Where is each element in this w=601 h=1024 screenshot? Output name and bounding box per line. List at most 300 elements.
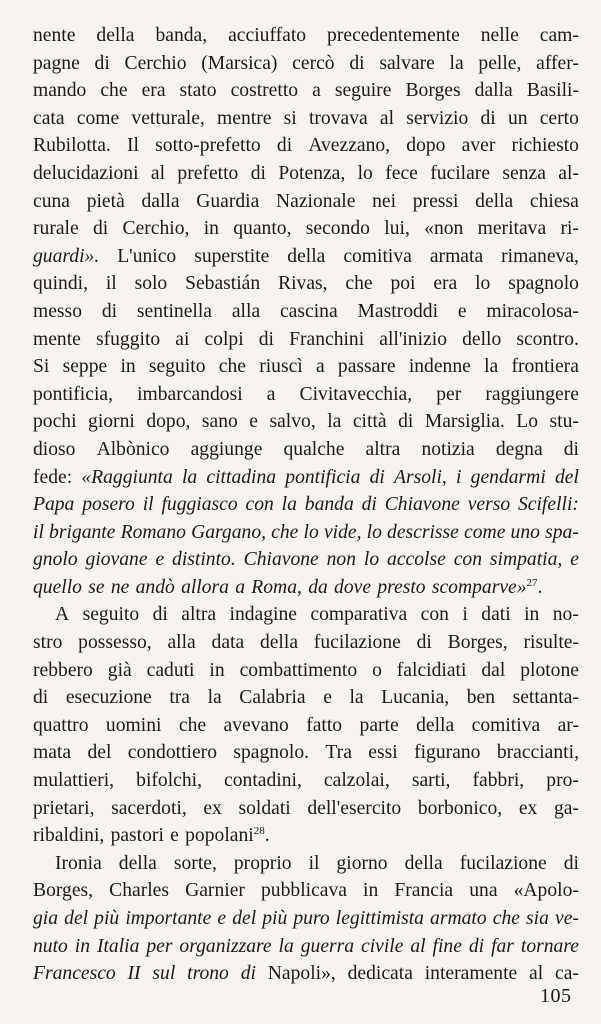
word: posero — [82, 494, 135, 516]
word: Borges, — [447, 632, 508, 654]
word: Borges — [405, 80, 461, 102]
footnote-ref: 27 — [526, 576, 538, 589]
word: cittadina — [206, 466, 277, 488]
word: «Apolo- — [513, 880, 579, 902]
word: puro — [293, 908, 330, 929]
word: di — [349, 52, 365, 74]
word: comitiva — [343, 245, 412, 267]
word: frontiera — [511, 356, 579, 378]
word: Chiavone — [384, 494, 460, 516]
word: falcidiati — [396, 659, 467, 681]
word: soldati — [238, 797, 291, 819]
word: pontificia, — [33, 383, 113, 405]
word: sentinella — [136, 300, 213, 322]
word: plotone — [520, 659, 579, 681]
word: giorno — [336, 852, 388, 874]
word: imbarcandosi — [137, 383, 243, 405]
word: stato — [179, 80, 217, 102]
word: la — [207, 687, 222, 709]
text-line — [33, 850, 579, 878]
word: esecuzione — [65, 687, 152, 709]
word: uomini — [105, 714, 162, 736]
word: Il — [127, 135, 139, 157]
word: rurale — [33, 218, 79, 240]
word: stro — [33, 632, 63, 654]
word: sacerdoti, — [111, 797, 187, 819]
word: delucidazioni — [33, 162, 139, 184]
word: legittimista — [335, 908, 424, 929]
word: Lucania, — [381, 687, 450, 709]
body-text — [33, 22, 579, 988]
word: e — [457, 300, 467, 322]
word: si — [283, 107, 297, 129]
text-line — [33, 326, 579, 354]
word: rebbero — [33, 659, 93, 681]
word: alla — [167, 632, 196, 654]
word: del — [554, 466, 579, 488]
word: vetturale, — [131, 107, 205, 129]
word: contadini, — [224, 770, 302, 792]
word: parte — [359, 714, 399, 736]
word: banda, — [155, 25, 208, 46]
word: ex — [518, 797, 538, 819]
word: in — [363, 880, 379, 902]
word: era — [141, 80, 166, 102]
word: mulattieri, — [33, 770, 115, 792]
word: spagnolo — [508, 273, 579, 295]
word: di — [258, 328, 274, 350]
word: già — [107, 659, 132, 681]
text-line — [33, 381, 579, 409]
text-line — [33, 574, 579, 602]
word: solo — [134, 273, 168, 295]
word: fine — [432, 935, 462, 957]
word: ribaldini, — [33, 825, 105, 847]
word: senza — [502, 162, 546, 184]
word: di — [276, 135, 293, 157]
word: dello — [462, 328, 502, 350]
word: superstite — [194, 245, 270, 267]
word: altra — [181, 604, 217, 626]
text-line — [33, 546, 579, 574]
word: proprio — [233, 852, 292, 874]
text-line — [33, 629, 579, 657]
word: Basili- — [526, 80, 579, 102]
word: di — [33, 687, 49, 709]
word: salvare — [379, 52, 435, 74]
word: andò — [135, 576, 175, 598]
word: ga- — [553, 797, 579, 819]
word: giorni — [88, 411, 135, 433]
text-line — [33, 105, 579, 133]
word: la — [349, 687, 364, 709]
word: Francesco — [33, 963, 116, 985]
word: seppe — [62, 356, 108, 378]
word: Tra — [325, 742, 352, 764]
word: della — [416, 714, 455, 736]
word: cam- — [539, 25, 579, 46]
word: indenne — [408, 356, 471, 378]
word: costretto — [230, 80, 299, 102]
word: e — [570, 549, 579, 571]
word: e — [249, 411, 258, 433]
word: di — [563, 438, 579, 460]
word: Chiavone — [243, 549, 319, 571]
word: meritava — [477, 218, 547, 240]
word: possesso, — [78, 632, 152, 654]
word: ne — [110, 576, 130, 598]
word: la — [484, 356, 499, 378]
word: dalla — [141, 190, 180, 212]
word: se — [88, 576, 105, 598]
word: a — [315, 356, 325, 378]
word: secondo — [305, 218, 370, 240]
word: con — [245, 494, 274, 516]
word: brigante — [49, 521, 116, 543]
word: data — [211, 632, 245, 654]
word: Cerchio, — [122, 218, 190, 240]
text-line — [33, 160, 579, 188]
word: che — [345, 273, 373, 295]
word: Garnier — [185, 880, 245, 902]
text-line — [33, 270, 579, 298]
word: Guardia — [196, 190, 260, 212]
word: altra — [365, 438, 401, 460]
word: braccianti, — [496, 742, 579, 764]
word: spa- — [545, 521, 579, 543]
text-line — [33, 877, 579, 905]
word: di — [240, 963, 256, 985]
word: prefetto — [177, 162, 239, 184]
word: al- — [558, 162, 579, 184]
word: e — [217, 908, 227, 929]
word: figurano — [414, 742, 481, 764]
word: interamente — [424, 963, 518, 985]
word: Avezzano, — [308, 135, 391, 157]
word: uno — [510, 521, 540, 543]
word: Albònico — [96, 438, 170, 460]
word: nelle — [480, 25, 519, 46]
text-line — [33, 77, 579, 105]
word: che — [218, 356, 246, 378]
word: poi — [390, 273, 416, 295]
word: fede: — [33, 466, 73, 488]
word: «Raggiunta — [81, 466, 173, 488]
word: di — [480, 107, 496, 129]
word: distinto. — [172, 549, 236, 571]
word: risulte- — [523, 632, 579, 654]
word: trovava — [308, 107, 368, 129]
word: a — [312, 80, 321, 102]
text-line — [33, 243, 579, 271]
word: dal — [481, 659, 506, 681]
word: nuto — [33, 935, 68, 957]
word: aver — [461, 135, 496, 157]
word: un — [507, 107, 528, 129]
word: ve- — [555, 908, 579, 929]
word: guerra — [300, 935, 355, 957]
word: Gargano, — [191, 521, 267, 543]
text-line — [33, 188, 579, 216]
word: Potenza, — [278, 162, 346, 184]
word: mente — [33, 328, 81, 350]
word: tornare — [520, 935, 579, 957]
word: di — [398, 411, 414, 433]
text-line — [33, 22, 579, 50]
word: Lo — [516, 411, 539, 433]
word: Franchini — [289, 328, 365, 350]
word: presto — [377, 576, 426, 598]
word: bifolchi, — [136, 770, 202, 792]
word: rimaneva, — [501, 245, 579, 267]
word: sorte, — [173, 852, 217, 874]
word: importante — [125, 908, 212, 929]
word: ex — [203, 797, 222, 819]
word: riuscì — [259, 356, 303, 378]
word: Rubilotta. — [33, 135, 111, 157]
word: a — [235, 576, 246, 598]
footnote-ref: 28 — [253, 825, 265, 838]
word: civile — [361, 935, 404, 957]
word: al — [529, 963, 544, 985]
word: armato — [430, 908, 487, 929]
word: avevano — [223, 714, 289, 736]
word: nente — [33, 25, 76, 46]
word: richiesto — [511, 135, 579, 157]
word: pro- — [546, 770, 579, 792]
word: di — [369, 466, 385, 488]
word: vide, — [323, 521, 362, 543]
word: Italia — [96, 935, 140, 957]
word: precedentemente — [327, 25, 460, 46]
word: cascina — [279, 300, 338, 322]
word: chiesa — [529, 190, 579, 212]
word: Francia — [394, 880, 454, 902]
text-line — [33, 712, 579, 740]
word: per — [146, 935, 173, 957]
word: popolani$^{28}$. — [185, 825, 270, 847]
word: e — [155, 549, 165, 571]
word: aggiunge — [190, 438, 263, 460]
word: i — [462, 604, 468, 626]
word: la — [327, 411, 342, 433]
word: L'unico — [117, 245, 177, 267]
word: al — [410, 935, 426, 957]
word: combattimento — [239, 659, 358, 681]
word: Ironia — [55, 852, 102, 874]
word: affer- — [536, 52, 579, 74]
word: in — [209, 659, 225, 681]
word: prietari, — [33, 797, 95, 819]
word: e — [323, 687, 332, 709]
text-line — [33, 822, 579, 850]
word: la — [278, 935, 294, 957]
word: descrisse — [387, 521, 459, 543]
word: Civitavecchia, — [299, 383, 413, 405]
word: accolse — [387, 549, 446, 571]
word: Charles — [109, 880, 169, 902]
word: della — [475, 190, 514, 212]
word: ben — [466, 687, 496, 709]
word: ca- — [555, 963, 579, 985]
word: fucilazione — [459, 852, 547, 874]
word: Marsiglia. — [424, 411, 505, 433]
word: cata — [33, 107, 65, 129]
word: A — [55, 604, 70, 626]
text-line — [33, 960, 579, 988]
word: cercò — [292, 52, 335, 74]
word: quindi, — [33, 273, 88, 295]
word: seguito — [148, 356, 206, 378]
word: trono — [187, 963, 229, 985]
word: per — [436, 383, 462, 405]
word: al — [379, 107, 395, 129]
word: fuggiasco — [161, 494, 238, 516]
word: comparativa — [310, 604, 408, 626]
text-line — [33, 739, 579, 767]
word: di — [101, 300, 118, 322]
word: all'inizio — [379, 328, 447, 350]
word: in — [203, 218, 219, 240]
word: caduti — [146, 659, 195, 681]
word: Nazionale — [276, 190, 356, 212]
word: seguito — [82, 604, 140, 626]
word: dopo, — [146, 411, 191, 433]
word: come — [76, 107, 120, 129]
word: i — [456, 466, 462, 488]
word: comitiva — [471, 714, 541, 736]
word: dell'esercito — [307, 797, 402, 819]
word: Rivas, — [278, 273, 328, 295]
word: sotto-prefetto — [155, 135, 261, 157]
page-number: 105 — [540, 985, 572, 1007]
word: sfuggito — [95, 328, 161, 350]
word: pagne — [33, 52, 80, 74]
word: gnolo — [33, 549, 78, 571]
text-line — [33, 519, 579, 547]
word: borbonico, — [417, 797, 503, 819]
word: salvo, — [269, 411, 316, 433]
word: raggiungere — [485, 383, 579, 405]
word: in — [524, 604, 540, 626]
word: colpi — [204, 328, 244, 350]
word: servizio — [406, 107, 469, 129]
word: fatto — [306, 714, 343, 736]
word: scomparve»$^{27}$. — [431, 576, 543, 598]
word: mentre — [217, 107, 272, 129]
word: Calabria — [239, 687, 306, 709]
word: Sebastián — [185, 273, 261, 295]
word: calzolai, — [323, 770, 390, 792]
word: lo — [363, 549, 380, 571]
word: della — [259, 632, 299, 654]
text-line — [33, 657, 579, 685]
word: (Marsica) — [201, 52, 278, 74]
word: mata — [33, 742, 72, 764]
word: dedicata — [347, 963, 413, 985]
word: qualche — [283, 438, 345, 460]
word: banda — [304, 494, 354, 516]
word: ri- — [560, 218, 579, 240]
word: indagine — [229, 604, 297, 626]
word: spagnolo. — [233, 742, 310, 764]
word: di — [152, 604, 168, 626]
word: di — [416, 632, 432, 654]
word: sarti, — [411, 770, 451, 792]
word: con — [420, 604, 449, 626]
word: degna — [495, 438, 543, 460]
word: il — [105, 273, 117, 295]
word: con — [453, 549, 482, 571]
word: era — [433, 273, 458, 295]
word: più — [94, 908, 120, 929]
word: città — [352, 411, 387, 433]
text-line — [33, 767, 579, 795]
word: allora — [181, 576, 229, 598]
text-line — [33, 905, 579, 933]
word: di — [94, 52, 110, 74]
text-line — [33, 795, 579, 823]
text-line — [33, 933, 579, 961]
word: della — [287, 245, 326, 267]
word: di — [468, 935, 485, 957]
word: dopo — [406, 135, 446, 157]
word: settanta- — [512, 687, 579, 709]
word: far — [491, 935, 514, 957]
word: una — [469, 880, 498, 902]
word: della — [404, 852, 443, 874]
word: che — [100, 80, 128, 102]
word: che — [178, 714, 207, 736]
word: di — [250, 162, 266, 184]
word: della — [96, 25, 135, 46]
text-line — [33, 50, 579, 78]
text-line — [33, 684, 579, 712]
word: mando — [33, 80, 87, 102]
word: «non — [424, 218, 464, 240]
word: la — [181, 466, 198, 488]
word: sano — [201, 411, 238, 433]
word: guardi». — [33, 245, 100, 267]
word: lo — [303, 521, 319, 543]
word: certo — [539, 107, 579, 129]
text-line — [33, 298, 579, 326]
text-line — [33, 132, 579, 160]
word: pastori — [110, 825, 164, 847]
word: Roma, — [251, 576, 302, 598]
word: pontificia — [285, 466, 361, 488]
word: lo — [366, 521, 382, 543]
word: in — [74, 935, 91, 957]
word: Romano — [120, 521, 186, 543]
word: armata — [429, 245, 484, 267]
text-line — [33, 436, 579, 464]
word: pubblicava — [261, 880, 347, 902]
word: Mastroddi — [357, 300, 439, 322]
word: che — [492, 908, 520, 929]
word: il — [308, 852, 320, 874]
word: Papa — [33, 494, 75, 516]
word: dati — [481, 604, 511, 626]
word: più — [262, 908, 288, 929]
word: quanto, — [233, 218, 292, 240]
word: scontro. — [516, 328, 579, 350]
word: non — [326, 549, 357, 571]
word: dove — [334, 576, 372, 598]
word: Si — [33, 356, 50, 378]
word: pietà — [86, 190, 125, 212]
word: II — [127, 963, 141, 985]
